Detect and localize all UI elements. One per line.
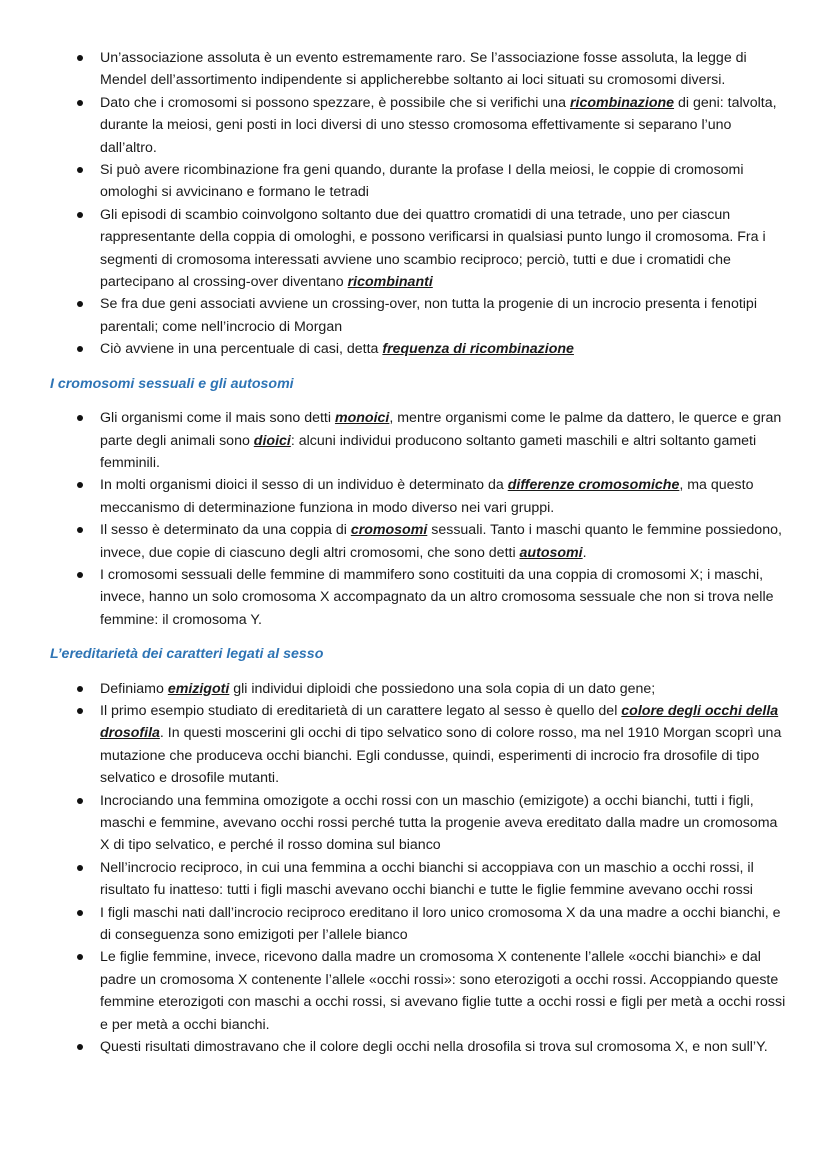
body-text: Dato che i cromosomi si possono spezzare, è possibile che si verifichi una	[100, 94, 570, 111]
list-item	[50, 700, 788, 790]
body-text: : alcuni individui producono soltanto gameti maschili e altri soltanto gameti femminili.	[100, 432, 757, 471]
section-title-sex-linked-inheritance: L’ereditarietà dei caratteri legati al sesso	[50, 646, 324, 663]
list-item	[50, 338, 788, 360]
list-item	[50, 902, 788, 947]
key-term: monoici	[334, 410, 390, 427]
body-text: I figli maschi nati dall’incrocio reciproco ereditano il loro unico cromosoma X da una madre a occhi bianchi, e di conseguenza sono emizigoti per l’allele bianco	[100, 904, 781, 944]
body-text: , mentre organismi come le palme da dattero, le querce e gran parte degli animali sono	[100, 410, 782, 449]
body-text: Se fra due geni associati avviene un crossing-over, non tutta la progenie di un incrocio presenta i fenotipi parentali; come nell’incrocio di Morgan	[100, 296, 757, 335]
bullet-list-linkage	[50, 47, 788, 361]
section-title-sex-chromosomes: I cromosomi sessuali e gli autosomi	[50, 375, 294, 392]
body-text: I cromosomi sessuali delle femmine di mammifero sono costituiti da una coppia di cromosomi X; i maschi, invece, hanno un solo cromosoma X accompagnato da un altro cromosoma sessuale che non si trova nelle femmine: il cromosoma Y.	[100, 566, 774, 628]
list-item	[50, 47, 788, 92]
list-item	[50, 564, 788, 631]
list-item	[50, 159, 788, 204]
list-item	[50, 92, 788, 159]
body-text: Questi risultati dimostravano che il colore degli occhi nella drosofila si trova sul cromosoma X, e non sull’Y.	[100, 1039, 768, 1056]
body-text: In molti organismi dioici il sesso di un individuo è determinato da	[100, 477, 508, 494]
body-text: .	[582, 544, 587, 561]
body-text: Il primo esempio studiato di ereditarietà di un carattere legato al sesso è quello del	[100, 702, 622, 719]
body-text: Incrociando una femmina omozigote a occhi rossi con un maschio (emizigote) a occhi bianchi, tutti i figli, maschi e femmine, avevano occhi rossi perché tutta la progenie aveva ereditato dalla madre un cromosoma X di tipo selvatico, e perché il rosso domina sul bianco	[100, 792, 778, 854]
key-term: autosomi	[519, 544, 583, 561]
body-text: Nell’incrocio reciproco, in cui una femmina a occhi bianchi si accoppiava con un maschio a occhi rossi, il risultato fu inatteso: tutti i figli maschi avevano occhi bianchi e tutte le figlie femmine avevano occhi rossi	[100, 859, 754, 899]
body-text: Si può avere ricombinazione fra geni quando, durante la profase I della meiosi, le coppie di cromosomi omologhi si avvicinano e formano le tetradi	[100, 162, 744, 201]
body-text: Gli organismi come il mais sono detti	[100, 410, 335, 427]
key-term: cromosomi	[350, 522, 428, 539]
bullet-list-sex-chromosomes	[50, 407, 788, 631]
list-item	[50, 474, 788, 519]
key-term: emizigoti	[167, 680, 230, 697]
key-term: frequenza di ricombinazione	[382, 341, 574, 358]
list-item	[50, 857, 788, 902]
bullet-list-sex-linked-inheritance	[50, 678, 788, 1059]
body-text: Definiamo	[100, 680, 168, 697]
list-item	[50, 790, 788, 857]
body-text: Un’associazione assoluta è un evento estremamente raro. Se l’associazione fosse assoluta, la legge di Mendel dell’assortimento indipendente si applicherebbe soltanto ai loci situati su cromosomi diversi.	[100, 50, 747, 89]
body-text: . In questi moscerini gli occhi di tipo selvatico sono di colore rosso, ma nel 1910 Morgan scoprì una mutazione che produceva occhi bianchi. Egli condusse, quindi, esperimenti di incrocio fra drosofile di tipo selvatico e drosofile mutanti.	[100, 725, 782, 787]
key-term: dioici	[253, 432, 291, 449]
body-text: gli individui diploidi che possiedono una sola copia di un dato gene;	[229, 680, 656, 697]
body-text: Ciò avviene in una percentuale di casi, detta	[100, 341, 383, 358]
key-term: ricombinanti	[347, 274, 433, 291]
list-item	[50, 519, 788, 564]
body-text: di geni: talvolta, durante la meiosi, geni posti in loci diversi di uno stesso cromosoma effettivamente si separano l’uno dall’altro.	[100, 94, 777, 156]
key-term: ricombinazione	[569, 94, 675, 111]
list-item	[50, 293, 788, 338]
key-term: colore degli occhi della drosofila	[100, 702, 779, 742]
body-text: Il sesso è determinato da una coppia di	[100, 522, 351, 539]
body-text: Gli episodi di scambio coinvolgono soltanto due dei quattro cromatidi di una tetrade, uno per ciascun rappresentante della coppia di omologhi, e possono verificarsi in qualsiasi punto lungo il cromosoma. Fra i segmenti di cromosoma interessati avviene uno scambio reciproco; perciò, tutti e due i cromatidi che partecipano al crossing-over diventano	[100, 206, 766, 291]
key-term: differenze cromosomiche	[507, 477, 680, 494]
list-item	[50, 946, 788, 1036]
list-item	[50, 407, 788, 474]
list-item	[50, 204, 788, 294]
list-item	[50, 678, 788, 700]
body-text: , ma questo meccanismo di determinazione funziona in modo diverso nei vari gruppi.	[100, 477, 754, 516]
body-text: sessuali. Tanto i maschi quanto le femmine possiedono, invece, due copie di ciascuno degli altri cromosomi, che sono detti	[100, 522, 782, 561]
body-text: Le figlie femmine, invece, ricevono dalla madre un cromosoma X contenente l’allele «occhi bianchi» e dal padre un cromosoma X contenente l’allele «occhi rossi»: sono eterozigoti a occhi rossi. Accoppiando queste femmine eterozigoti con maschi a occhi rossi, si avevano figlie tutte a occhi rossi e figli per metà a occhi rossi e per metà a occhi bianchi.	[100, 949, 786, 1033]
list-item	[50, 1036, 788, 1058]
